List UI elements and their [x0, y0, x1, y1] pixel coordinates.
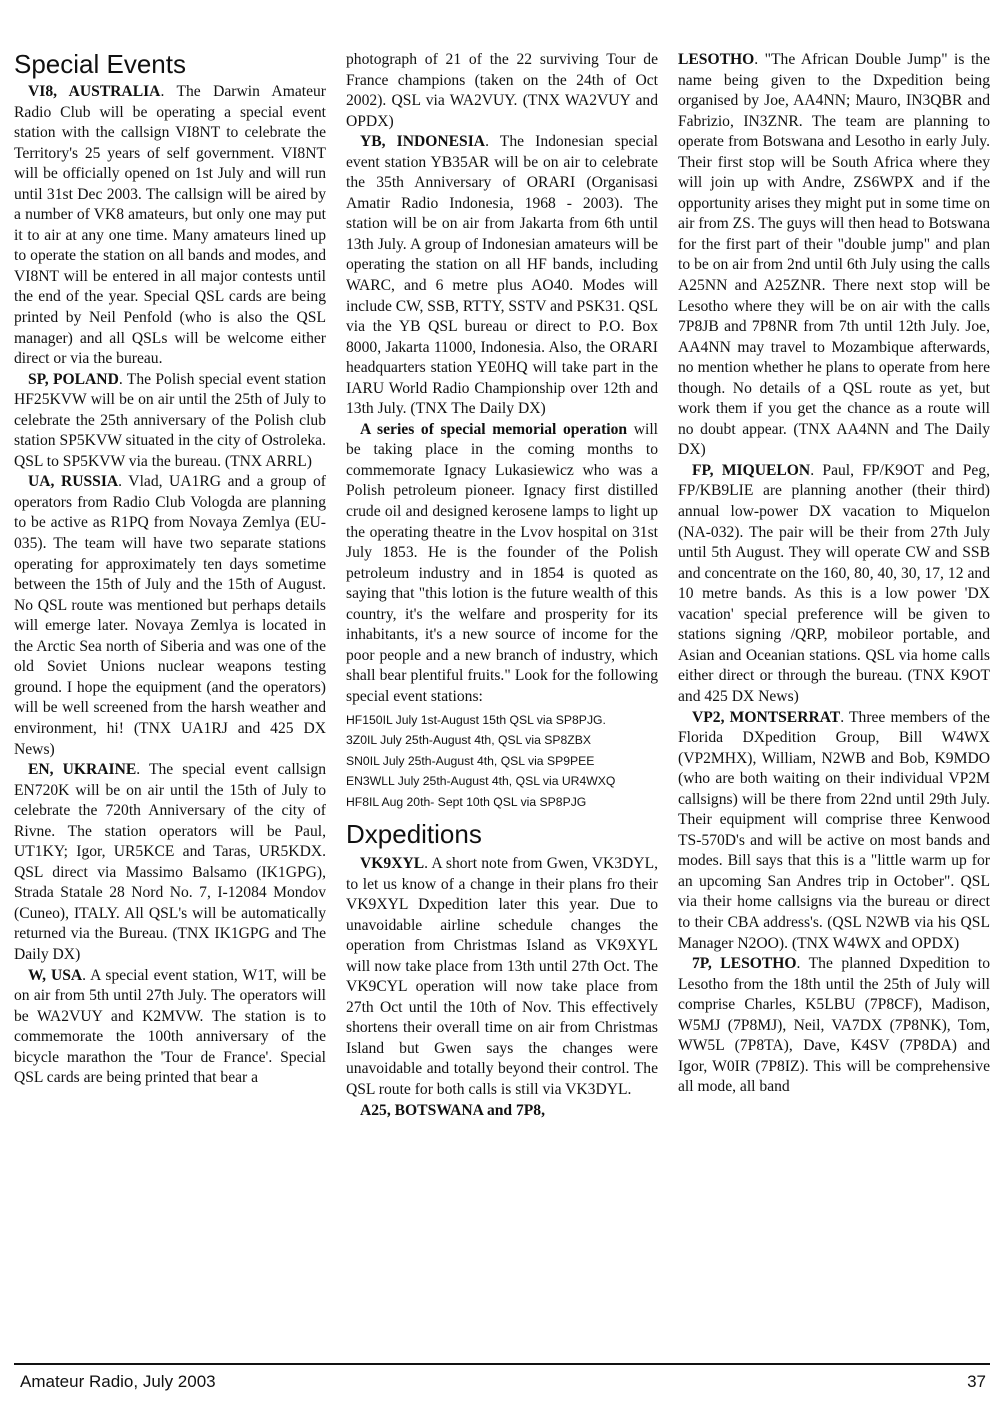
- item-title: EN, UKRAINE: [28, 761, 137, 779]
- item-vp2-montserrat: [678, 708, 990, 955]
- item-body: . The planned Dxpedition to Lesotho from the 18th until the 25th of July will comprise Charles, K5LBU (7P8CF), Madison, W5MJ (7P8MJ), Neil, VA7DX (7P8NK), Tom, WW5L (7P8TA), Dave, K4SV (7P8DA) and Igor, W0IR (7P8IZ). This will be comprehensive all mode, all band: [678, 955, 990, 1096]
- item-yb-indonesia: [346, 132, 658, 420]
- item-title: VP2, MONTSERRAT: [692, 708, 841, 726]
- column-1: [14, 50, 326, 1355]
- item-title: 7P, LESOTHO: [692, 955, 797, 973]
- column-2: [346, 50, 658, 1355]
- special-event-stations-list: [346, 710, 658, 813]
- event-station-row: 3Z0IL July 25th-August 4th, QSL via SP8ZBX: [346, 733, 592, 747]
- item-body: will be taking place in the coming months to commemorate Ignacy Lukasiewicz who was a Polish petroleum pioneer. Ignacy first distilled crude oil and designed kerosene lamps to light up the operating theatre in the Lvov hospital on 31st July 1853. He is the founder of the Polish petroleum industry and in 1854 is quoted as saying that "this lotion is the future wealth of this country, it's the welfare and prosperity for its inhabitants, it's a new source of income for the poor people and a new branch of industry, which shall bear plentiful fruits." Look for the following special event stations:: [346, 420, 658, 705]
- item-title: LESOTHO: [678, 51, 755, 68]
- item-7p-lesotho: [678, 954, 990, 1098]
- dxpeditions-heading: Dxpeditions: [346, 819, 482, 849]
- item-body: . The Indonesian special event station YB35AR will be on air to celebrate the 35th Anniversary of ORARI (Organisasi Amatir Radio Indonesia, 1968 - 2003). The station will be on air from Jakarta from 6th until 13th July. A group of Indonesian amateurs will be operating the station on all HF bands, including WARC, and 6 metre plus AO40. Modes will include CW, SSB, RTTY, SSTV and PSK31. QSL via the YB QSL bureau or direct to P.O. Box 8000, Jakarta 11000, Indonesia. Also, the ORARI headquarters station YE0HQ will take part in the IARU World Radio Championship over 12th and 13th July. (TNX The Daily DX): [346, 133, 658, 418]
- item-body: . The Darwin Amateur Radio Club will be operating a special event station with the callsign VI8NT to celebrate the Territory's 25 years of self government. VI8NT will be officially opened on 1st July and will run until 31st Dec 2003. The callsign will be aired by a number of VK8 amateurs, but only one may put it to air at any one time. Many amateurs lined up to operate the station on all bands and modes, and VI8NT will be entered in all major contests until the end of the year. Special QSL cards are being printed by Neil Penfold (who is also the QSL manager) and all QSLs will be welcome either direct or via the bureau.: [14, 83, 326, 368]
- item-w-usa: [14, 966, 326, 1089]
- item-vk9xyl: [346, 854, 658, 1101]
- footer-divider: [14, 1363, 990, 1365]
- article-columns: [14, 50, 990, 1355]
- item-title: FP, MIQUELON: [692, 461, 811, 479]
- item-body: . "The African Double Jump" is the name being given to the Dxpedition being organised by Joe, AA4NN; Mauro, IN3QBR and Fabrizio, IN3ZNR. The team are planning to operate from Botswana and Lesotho in early July. Their first stop will be South Africa where they will join up with Andre, ZS6WPX and if the opportunity arises they might put in some time on air from ZS. The guys will then head to Botswana for the first part of their "double jump" and plan to be on air from 2nd until 6th July using the calls A25NN and A25ZNR. There next stop will be Lesotho where they will be on air with the calls 7P8JB and 7P8NR from 7th until 12th July. Joe, AA4NN may travel to Mozambique afterwards, no mention whether he plans to operate from here though. No details of a QSL route as yet, but work them if you get the chance as a route will no doubt appear. (TNX AA4NN and The Daily DX): [678, 51, 990, 459]
- special-events-heading: Special Events: [14, 50, 186, 79]
- event-station-row: HF8IL Aug 20th- Sept 10th QSL via SP8PJG: [346, 794, 587, 809]
- item-en-ukraine: [14, 760, 326, 965]
- page-number: 37: [967, 1372, 986, 1391]
- item-body: . The Polish special event station HF25KVW will be on air until the 25th of July to celebrate the 25th anniversary of the Polish club station SP5KVW situated in the city of Ostroleka. QSL to SP5KVW via the bureau. (TNX ARRL): [14, 370, 326, 470]
- footer-publication: Amateur Radio, July 2003: [20, 1372, 216, 1391]
- item-vi8-australia: [14, 82, 326, 370]
- item-title: SP, POLAND: [28, 370, 119, 388]
- item-title: W, USA: [28, 966, 83, 984]
- item-body: . The special event callsign EN720K will be on air until the 15th of July to celebrate the 720th Anniversary of the city of Rivne. The station operators will be Paul, UT1KY; Igor, UR5KCE and Taras, UR5KDX. QSL direct via Massimo Balsamo (IK1GPG), Strada Statale 28 Nord No. 7, I-12084 Mondov (Cuneo), ITALY. All QSL's will be automatically returned via the Bureau. (TNX IK1GPG and The Daily DX): [14, 761, 326, 963]
- item-title: UA, RUSSIA: [28, 473, 119, 491]
- item-sp-poland: [14, 370, 326, 473]
- item-lesotho-continued: [678, 50, 990, 461]
- item-title: VK9XYL: [360, 855, 425, 872]
- item-body: . A special event station, W1T, will be on air from 5th until 27th July. The operators will be WA2VUY and K2MVW. The station is to commemorate the 100th anniversary of the bicycle marathon the 'Tour de France'. Special QSL cards are being printed that bear a: [14, 966, 326, 1087]
- item-title: VI8, AUSTRALIA: [28, 83, 161, 100]
- event-station-row: HF150IL July 1st-August 15th QSL via SP8PJG.: [346, 712, 606, 727]
- item-w-usa-continued: photograph of 21 of the 22 surviving Tour de France champions (taken on the 24th of Oct 2002). QSL via WA2VUY. (TNX WA2VUY and OPDX): [346, 51, 658, 130]
- event-station-row: EN3WLL July 25th-August 4th, QSL via UR4WXQ: [346, 774, 616, 788]
- item-memorial-operation: [346, 420, 658, 708]
- item-title: A25, BOTSWANA and 7P8,: [360, 1101, 545, 1119]
- item-title: A series of special memorial operation: [360, 420, 628, 438]
- event-station-row: SN0IL July 25th-August 4th, QSL via SP9PEE: [346, 753, 595, 768]
- item-body: . Three members of the Florida DXpedition Group, Bill W4WX (VP2MHX), William, N2WB and Bob, K9MDO (who are both waiting on their individual VP2M callsigns) will be there from 22nd until 29th July. Their equipment will comprise three Kenwood TS-570D's and will be active on most bands and modes. Bill says that this is a "little warm up for an upcoming San Andres trip in October". QSL via their home callsigns via the bureau or direct to their CBA address's. (QSL N2WB via his QSL Manager N2OO). (TNX W4WX and OPDX): [678, 708, 990, 952]
- item-body: . Paul, FP/K9OT and Peg, FP/KB9LIE are planning another (their third) annual low-power DX vacation to Miquelon (NA-032). The pair will be their from 27th July until 5th August. They will operate CW and SSB and concentrate on the 160, 80, 40, 30, 17, 12 and 10 metre bands. As this is a low power 'DX vacation' special preference will be given to stations signing /QRP, mobileor portable, and Asian and Oceanian stations. QSL via home calls either direct or through the bureau. (TNX K9OT and 425 DX News): [678, 461, 990, 705]
- item-title: YB, INDONESIA: [360, 133, 486, 151]
- item-ua-russia: [14, 472, 326, 760]
- column-3: [678, 50, 990, 1355]
- item-body: . A short note from Gwen, VK3DYL, to let us know of a change in their plans fro their VK9XYL Dxpedition later this year. Due to unavoidable airline schedule changes the operation from Christmas Island as VK9XYL will now take place from 13th until 27th Oct. The VK9CYL operation will now take place from 27th Oct until the 10th of Nov. This effectively shortens their overall time on air from Christmas Island but Gwen says the changes were unavoidable and totally beyond their control. The QSL route for both calls is still via VK3DYL.: [346, 855, 658, 1099]
- item-a25-botswana: [346, 1101, 658, 1122]
- item-fp-miquelon: [678, 461, 990, 708]
- item-body: . Vlad, UA1RG and a group of operators from Radio Club Vologda are planning to be active as R1PQ from Novaya Zemlya (EU-035). The team will have two separate stations operating for approximately ten days sometime between the 15th of July and the 15th of August. No QSL route was mentioned but perhaps details will emerge later. Novaya Zemlya is located in the Arctic Sea north of Siberia and was one of the old Soviet Unions nuclear weapons testing ground. I hope the equipment (and the operators) will be well screened from the harsh weather and environment, hi! (TNX UA1RJ and 425 DX News): [14, 473, 326, 758]
